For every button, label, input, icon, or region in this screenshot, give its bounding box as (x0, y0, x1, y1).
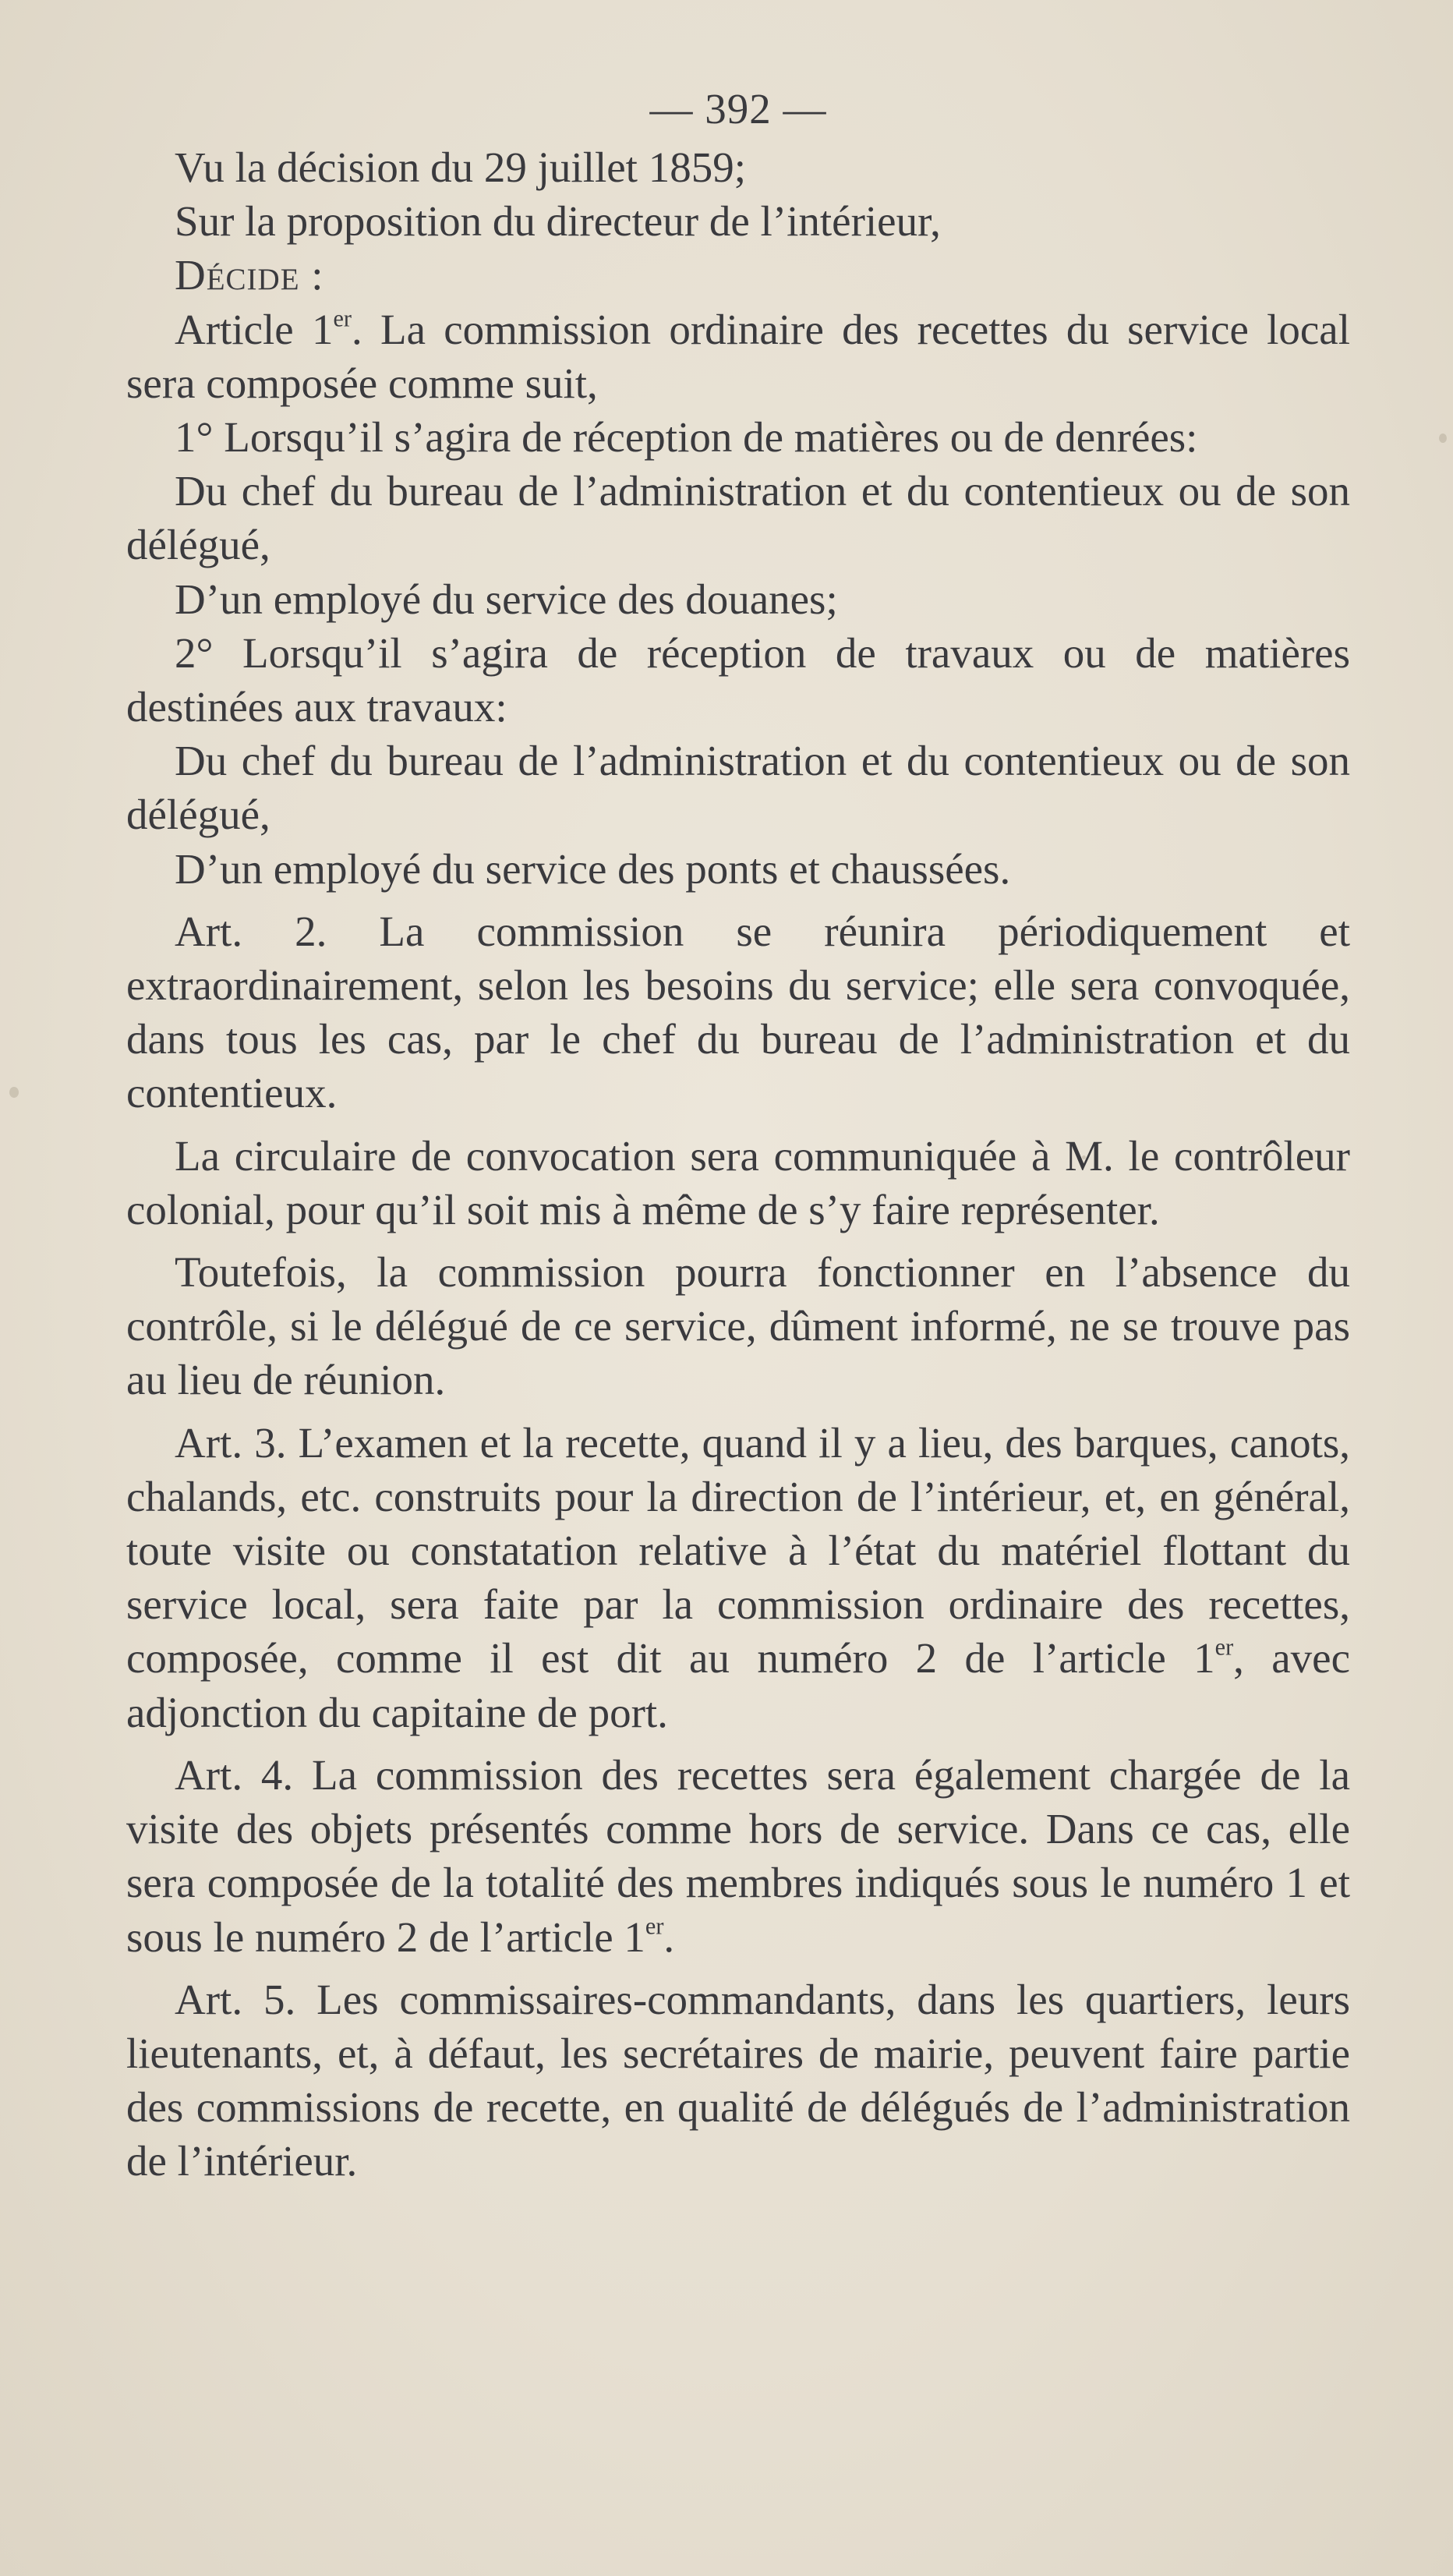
page-number: — 392 — (649, 85, 827, 133)
article-4-text-rest: . (663, 1913, 675, 1961)
paragraph-proposition: Sur la proposition du directeur de l’intérieur, (175, 197, 941, 246)
paragraph-toutefois: Toutefois, la commission pourra fonctionner en l’absence du contrôle, si le délégué de ce service, dûment informé, ne se trouve pas au lieu de réunion. (126, 1248, 1350, 1404)
article-1-text-rest: . La commission ordinaire des recettes du service local sera composée comme suit, (126, 305, 1351, 407)
paper-fleck (1439, 433, 1447, 443)
item-2-chef: Du chef du bureau de l’administration et du contentieux ou de son délégué, (126, 737, 1350, 839)
item-2-ponts: D’un employé du service des ponts et chaussées. (175, 844, 1011, 893)
article-5: Art. 5. Les commissaires-commandants, dans les quartiers, leurs lieutenants, et, à défaut, les secrétaires de mairie, peuvent faire partie des commissions de recette, en qualité de délégués de l’administration de l’intérieur. (126, 1975, 1350, 2185)
item-2: 2° Lorsqu’il s’agira de réception de travaux ou de matières destinées aux travaux: (126, 628, 1350, 731)
item-1-douanes: D’un employé du service des douanes; (175, 575, 838, 623)
paragraph-vu: Vu la décision du 29 juillet 1859; (175, 143, 746, 191)
item-1-chef: Du chef du bureau de l’administration et du contentieux ou de son délégué, (126, 467, 1350, 569)
article-1 (126, 303, 1350, 410)
article-1-superscript: er (333, 304, 352, 331)
paper-fleck (9, 1087, 19, 1098)
article-3-superscript: er (1214, 1633, 1234, 1661)
page-text (126, 78, 1350, 2189)
article-3-text: Art. 3. L’examen et la recette, quand il y a lieu, des barques, canots, chalands, etc. construits pour la direction de l’intérieur, et, en général, toute visite ou constatation relative à l’état du matériel flottant du service local, sera faite par la commission ordinaire des recettes, composée, comme il est dit au numéro 2 de l’article 1 (126, 1418, 1350, 1683)
article-3-text-rest: , avec adjonction du capitaine de port. (126, 1634, 1350, 1736)
article-1-text: Article 1 (175, 305, 334, 353)
decide-heading: Décide : (175, 251, 324, 299)
article-4 (126, 1748, 1350, 1964)
paragraph-circulaire: La circulaire de convocation sera communiquée à M. le contrôleur colonial, pour qu’il soit mis à même de s’y faire représenter. (126, 1131, 1350, 1233)
article-4-superscript: er (645, 1912, 664, 1939)
article-3 (126, 1416, 1350, 1739)
item-1: 1° Lorsqu’il s’agira de réception de matières ou de denrées: (175, 413, 1198, 462)
article-2: Art. 2. La commission se réunira périodiquement et extraordinairement, selon les besoins du service; elle sera convoquée, dans tous les cas, par le chef du bureau de l’administration et du contentieux. (126, 907, 1350, 1117)
article-4-text: Art. 4. La commission des recettes sera également chargée de la visite des objets présentés comme hors de service. Dans ce cas, elle sera composée de la totalité des membres indiqués sous le numéro 1 et sous le numéro 2 de l’article 1 (126, 1750, 1350, 1961)
